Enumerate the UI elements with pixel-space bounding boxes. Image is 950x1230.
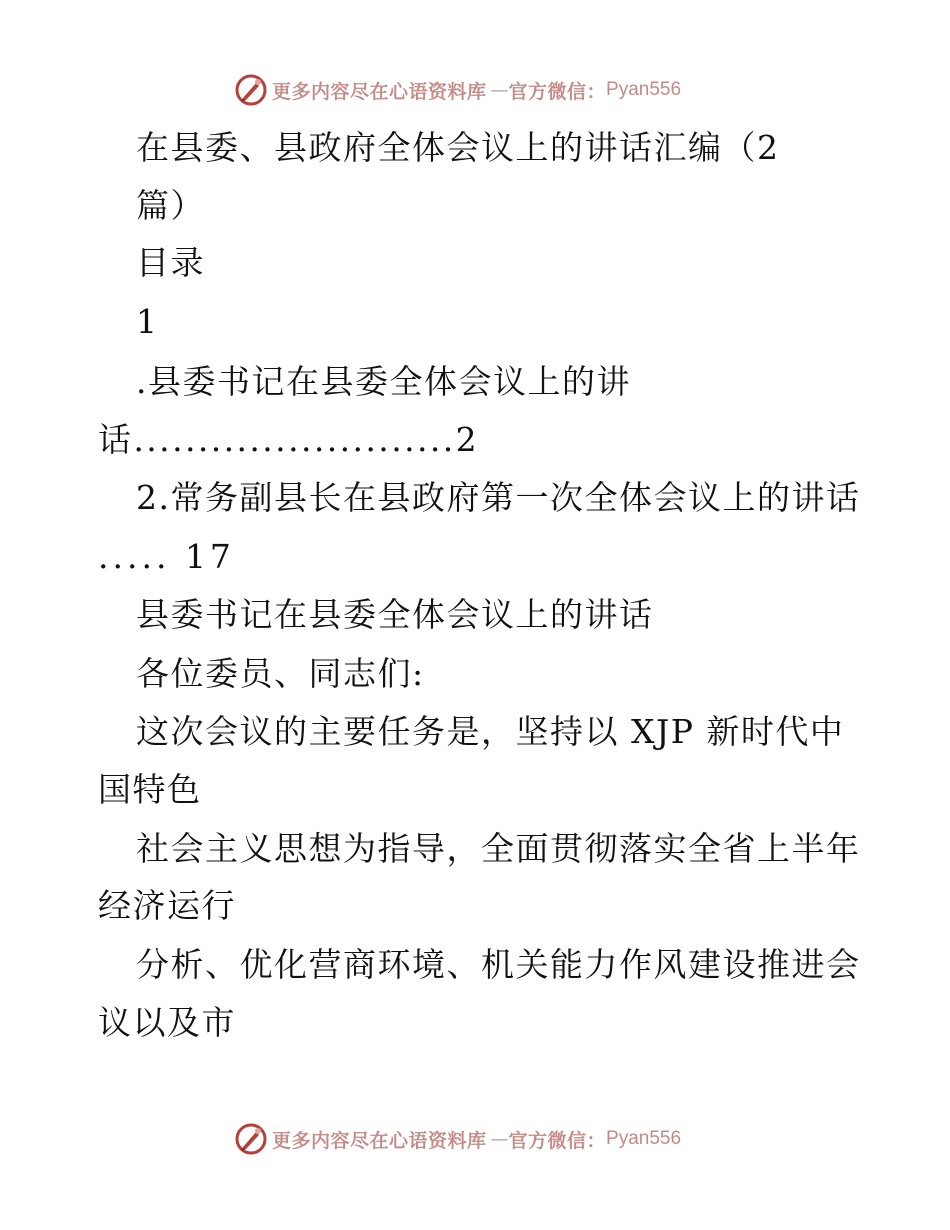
paragraph-line: 分析、优化营商环境、机关能力作风建设推进会 <box>136 945 861 984</box>
watermark-wechat-id: Pyan556 <box>606 79 682 100</box>
paragraph-line: 这次会议的主要任务是，坚持以 XJP 新时代中 <box>136 712 845 751</box>
paragraph-line: 国特色 <box>98 770 202 809</box>
pen-logo-icon <box>234 73 268 107</box>
paragraph-line: 社会主义思想为指导，全面贯彻落实全省上半年 <box>136 829 861 868</box>
toc-item-2: 2.常务副县长在县政府第一次全体会议上的讲话 <box>136 478 861 517</box>
watermark-contact-label: 官方微信： <box>508 80 607 103</box>
watermark-wechat-id: Pyan556 <box>606 1128 682 1149</box>
section-title: 县委书记在县委全体会议上的讲话 <box>136 595 654 634</box>
header-watermark <box>234 72 681 108</box>
toc-item-1-page: 话.........................2 <box>98 420 480 459</box>
watermark-text: 更多内容尽在心语资料库 <box>272 1129 487 1152</box>
paragraph-line: 经济运行 <box>98 886 236 925</box>
document-title: 在县委、县政府全体会议上的讲话汇编（2 <box>136 128 780 167</box>
footer-watermark <box>234 1121 681 1157</box>
paragraph-line: 议以及市 <box>98 1003 236 1042</box>
pen-logo-icon <box>234 1122 268 1156</box>
toc-heading: 目录 <box>136 243 205 282</box>
toc-item-1: .县委书记在县委全体会议上的讲 <box>136 362 631 401</box>
salutation: 各位委员、同志们: <box>136 654 425 693</box>
watermark-text: 更多内容尽在心语资料库 <box>272 80 487 103</box>
watermark-separator: — <box>490 1128 509 1150</box>
document-title-continued: 篇） <box>136 186 205 225</box>
toc-item-number: 1 <box>136 302 159 341</box>
watermark-separator: — <box>490 79 509 101</box>
watermark-contact-label: 官方微信： <box>508 1129 607 1152</box>
toc-item-2-page: ..... 17 <box>98 537 235 576</box>
